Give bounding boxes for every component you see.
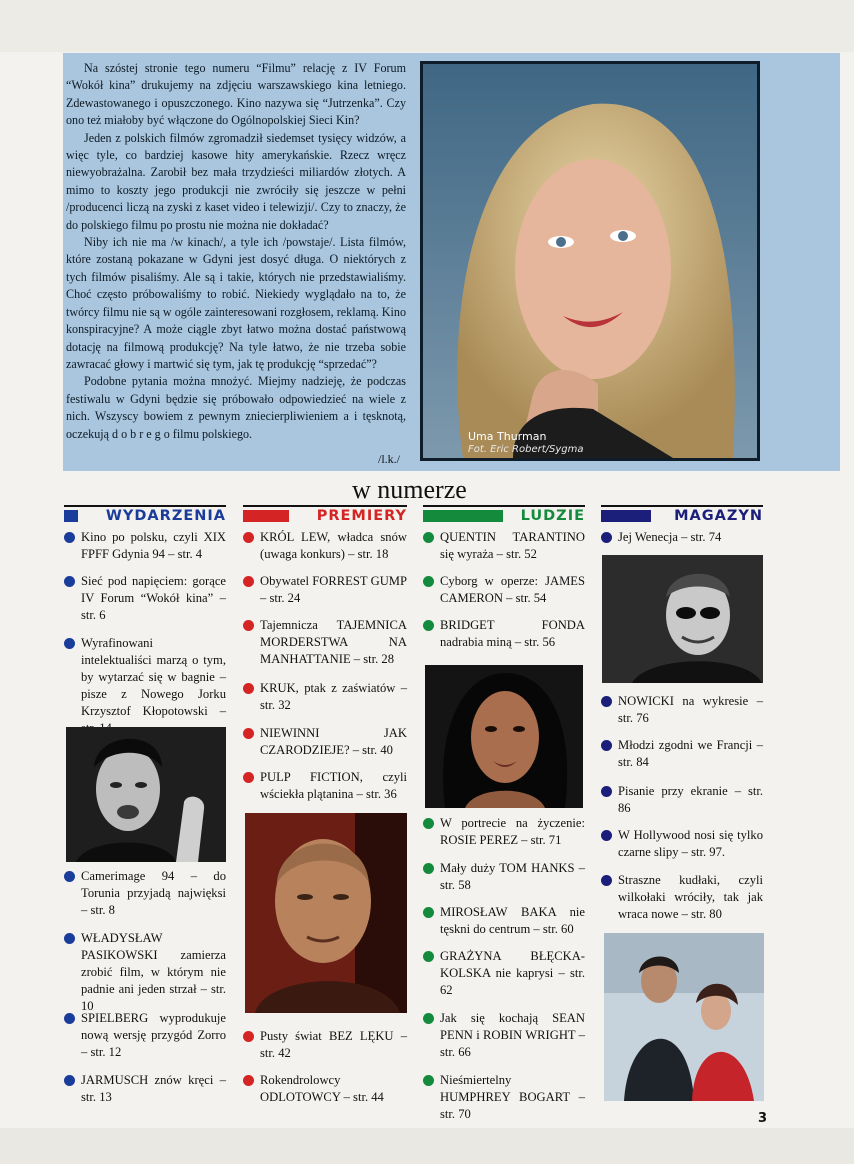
toc-item[interactable]: W Hollywood nosi się tylko czarne slipy – str. 97. [601, 827, 763, 861]
bullet-icon [243, 532, 254, 543]
toc-item[interactable]: KRÓL LEW, władca snów (uwaga konkurs) – str. 18 [243, 529, 407, 563]
uma-thurman-photo [423, 64, 757, 458]
editorial-paragraph: Jeden z polskich filmów zgromadził siedemset tysięcy widzów, a więc tyle, co bardziej kasowe hity amerykańskie. Rzecz wręcz niewyobrażalna. Zarobił bez mała trzydzieści miliardów złotych. A mimo to koszty jego produkcji nie zwróciły się jeszcze w pełni /producenci liczą na zyski z kaset video i telewizji/. Czy to znaczy, że do polskiego filmu po prostu nie można nie dokładać? [66, 130, 406, 232]
bullet-icon [64, 1013, 75, 1024]
toc-item[interactable]: Młodzi zgodni we Francji – str. 84 [601, 737, 763, 771]
bullet-icon [423, 863, 434, 874]
bullet-icon [243, 1031, 254, 1042]
toc-item[interactable]: SPIELBERG wyprodukuje nową wersję przygód Zorro – str. 12 [64, 1010, 226, 1061]
toc-title: w numerze [352, 475, 467, 504]
toc-item[interactable]: QUENTIN TARANTINO się wyraża – str. 52 [423, 529, 585, 563]
toc-item[interactable]: Pusty świat BEZ LĘKU – str. 42 [243, 1028, 407, 1062]
bullet-icon [423, 1075, 434, 1086]
bullet-icon [601, 532, 612, 543]
section-header [243, 505, 407, 525]
section-color-bar [423, 510, 503, 522]
toc-item[interactable]: PULP FICTION, czyli wściekła plątanina – str. 36 [243, 769, 407, 803]
section-color-bar [64, 510, 78, 522]
toc-item[interactable]: JARMUSCH znów kręci – str. 13 [64, 1072, 226, 1106]
page-bottom-edge [0, 1128, 854, 1164]
bullet-icon [423, 818, 434, 829]
toc-item[interactable]: W portrecie na życzenie: ROSIE PEREZ – str. 71 [423, 815, 585, 849]
wolf-film-still-photo [604, 933, 764, 1101]
bullet-icon [601, 830, 612, 841]
bullet-icon [601, 740, 612, 751]
section-header [64, 505, 226, 525]
bullet-icon [64, 1075, 75, 1086]
bullet-icon [423, 620, 434, 631]
toc-item[interactable]: Rokendrolowcy ODLOTOWCY – str. 44 [243, 1072, 407, 1106]
bullet-icon [243, 683, 254, 694]
toc-item[interactable]: NOWICKI na wykresie – str. 76 [601, 693, 763, 727]
section-premiery [243, 505, 407, 1104]
bullet-icon [423, 1013, 434, 1024]
section-header [601, 505, 763, 525]
toc-item[interactable]: Jak się kochają SEAN PENN i ROBIN WRIGHT – str. 66 [423, 1010, 585, 1061]
toc-item[interactable]: Jej Wenecja – str. 74 [601, 529, 763, 546]
bullet-icon [601, 696, 612, 707]
section-label: LUDZIE [520, 508, 585, 524]
bullet-icon [423, 951, 434, 962]
jack-nicholson-photo [602, 555, 763, 683]
editorial-paragraph: Podobne pytania można mnożyć. Miejmy nadzieję, że podczas festiwalu w Gdyni będzie się próbowało odpowiedzieć na wiele z nich. Wszyscy bowiem z pewnym zniecierpliwieniem a i tęsknotą, oczekują d o b r e g o filmu polskiego. [66, 374, 406, 441]
toc-item[interactable]: GRAŻYNA BŁĘCKA-KOLSKA nie kaprysi – str. 62 [423, 948, 585, 999]
section-color-bar [243, 510, 289, 522]
photo-caption-credit: Fot. Eric Robert/Sygma [468, 444, 584, 455]
page-number: 3 [758, 1111, 768, 1126]
bullet-icon [601, 786, 612, 797]
toc-item[interactable]: Tajemnicza TAJEMNICA MORDERSTWA NA MANHATTANIE – str. 28 [243, 617, 407, 668]
johnny-depp-photo [66, 727, 226, 862]
bullet-icon [64, 933, 75, 944]
section-wydarzenia [64, 505, 226, 1104]
editorial-paragraph: Na szóstej stronie tego numeru “Filmu” relację z IV Forum “Wokół kina” drukujemy na zdjęciu warszawskiego kina letniego. Zdewastowanego i opuszczonego. Kino nazywa się “Jutrzenka”. Czy ono też miałoby być włączone do Ogólnopolskiej Sieci Kin? [66, 61, 406, 128]
bullet-icon [64, 871, 75, 882]
bullet-icon [423, 576, 434, 587]
section-magazyn [601, 505, 763, 921]
editorial-text [66, 60, 406, 443]
section-color-bar [601, 510, 651, 522]
section-label: WYDARZENIA [105, 508, 226, 524]
section-label: MAGAZYN [674, 508, 763, 524]
toc-item[interactable]: Wyrafinowani intelektualiści marzą o tym, by wytarzać się w bagnie – pisze z Nowego Jorku Krzysztof Kłopotowski – [64, 635, 226, 737]
page-top-edge [0, 0, 854, 52]
toc-item[interactable]: WŁADYSŁAW PASIKOWSKI zamierza zrobić film, w którym nie padnie ani jeden strzał – str. 10 [64, 930, 226, 1015]
bullet-icon [243, 576, 254, 587]
toc-item[interactable]: KRUK, ptak z zaświatów – str. 32 [243, 680, 407, 714]
bullet-icon [64, 638, 75, 649]
toc-item[interactable]: Obywatel FORREST GUMP – str. 24 [243, 573, 407, 607]
toc-item[interactable]: NIEWINNI JAK CZARODZIEJE? – str. 40 [243, 725, 407, 759]
bruce-willis-photo [245, 813, 407, 1013]
toc-item[interactable]: Nieśmiertelny HUMPHREY BOGART – str. 70 [423, 1072, 585, 1123]
editorial-signature: /l.k./ [378, 452, 401, 466]
bullet-icon [64, 532, 75, 543]
bullet-icon [64, 576, 75, 587]
bullet-icon [601, 875, 612, 886]
toc-item[interactable]: Sieć pod napięciem: gorące IV Forum “Wokół kina” – str. 6 [64, 573, 226, 624]
bullet-icon [243, 620, 254, 631]
toc-item[interactable]: MIROSŁAW BAKA nie tęskni do centrum – str. 60 [423, 904, 585, 938]
editorial-paragraph: Niby ich nie ma /w kinach/, a tyle ich /powstaje/. Lista filmów, które zostaną pokazane w Gdyni jest dosyć długa. O niektórych z tych filmów pisaliśmy. Ale są i takie, których nie przedstawialiśmy. Choć często próbowaliśmy to robić. Niekiedy wyglądało na to, że twórcy filmu nie są w ogóle zainteresowani rozgłosem, reklamą. Kino konspiracyjne? A może ciągle zbyt łatwo można dostać państwową dotację na filmową produkcję? Na tyle łatwo, że nie trzeba sobie zawracać głowy i martwić się tym, jak tę produkcję “sprzedać”? [66, 235, 406, 371]
section-header [423, 505, 585, 525]
bullet-icon [423, 907, 434, 918]
bullet-icon [423, 532, 434, 543]
toc-item[interactable]: Camerimage 94 – do Torunia przyjadą najwięksi – str. 8 [64, 868, 226, 919]
toc-item[interactable]: Kino po polsku, czyli XIX FPFF Gdynia 94 – str. 4 [64, 529, 226, 563]
bullet-icon [243, 772, 254, 783]
toc-item[interactable]: BRIDGET FONDA nadrabia miną – str. 56 [423, 617, 585, 651]
toc-item[interactable]: Mały duży TOM HANKS – str. 58 [423, 860, 585, 894]
rosie-perez-photo [425, 665, 583, 808]
bullet-icon [243, 1075, 254, 1086]
section-ludzie [423, 505, 585, 1121]
toc-item[interactable]: Straszne kudłaki, czyli wilkołaki wróciły, tak jak wraca nowe – str. 80 [601, 872, 763, 923]
toc-item[interactable]: Pisanie przy ekranie – str. 86 [601, 783, 763, 817]
toc-item[interactable]: Cyborg w operze: JAMES CAMERON – str. 54 [423, 573, 585, 607]
bullet-icon [243, 728, 254, 739]
section-label: PREMIERY [316, 508, 407, 524]
photo-caption-name: Uma Thurman [468, 430, 547, 443]
